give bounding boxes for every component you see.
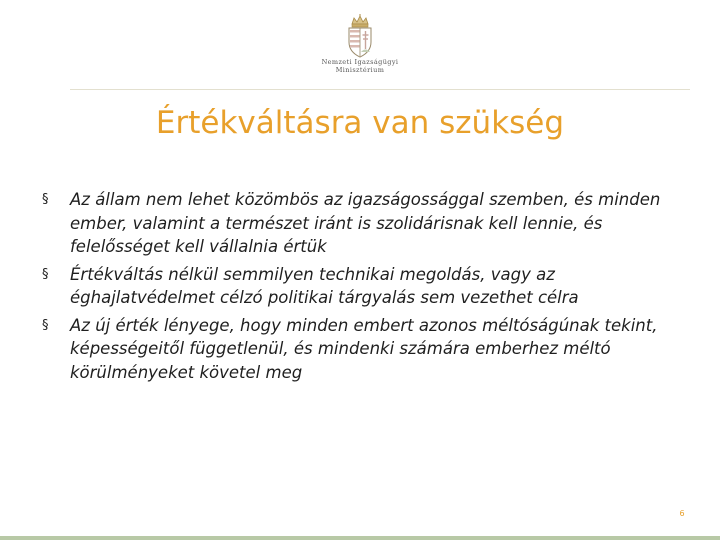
section-sign-icon: § <box>42 192 49 207</box>
page-number: 6 <box>679 509 685 518</box>
bullet-list <box>42 188 692 388</box>
footer-bar <box>0 536 720 540</box>
section-sign-icon: § <box>42 266 49 282</box>
bullet-text: Az állam nem lehet közömbös az igazságossággal szemben, és minden ember, valamint a természet iránt is szolidárisnak kell lennie, és felelősséget kell vállalnia értük <box>70 190 661 256</box>
org-name-line-2: Minisztérium <box>335 66 385 74</box>
section-sign-icon: § <box>42 317 49 333</box>
org-name-line-1: Nemzeti Igazságügyi <box>321 58 399 66</box>
bullet-item <box>42 314 692 385</box>
bullet-item <box>42 188 692 259</box>
bullet-text: Az új érték lényege, hogy minden embert azonos méltóságúnak tekint, képességeitől függetlenül, és mindenki számára emberhez méltó körülményeket követel meg <box>70 315 658 382</box>
header-divider <box>70 89 690 90</box>
bullet-item <box>42 263 692 310</box>
bullet-text: Értékváltás nélkül semmilyen technikai megoldás, vagy az éghajlatvédelmet célzó politikai tárgyalás sem vezethet célra <box>70 264 579 307</box>
ministry-logo <box>318 14 402 84</box>
coat-of-arms-icon <box>343 14 377 58</box>
slide-title: Értékváltásra van szükség <box>155 105 565 141</box>
